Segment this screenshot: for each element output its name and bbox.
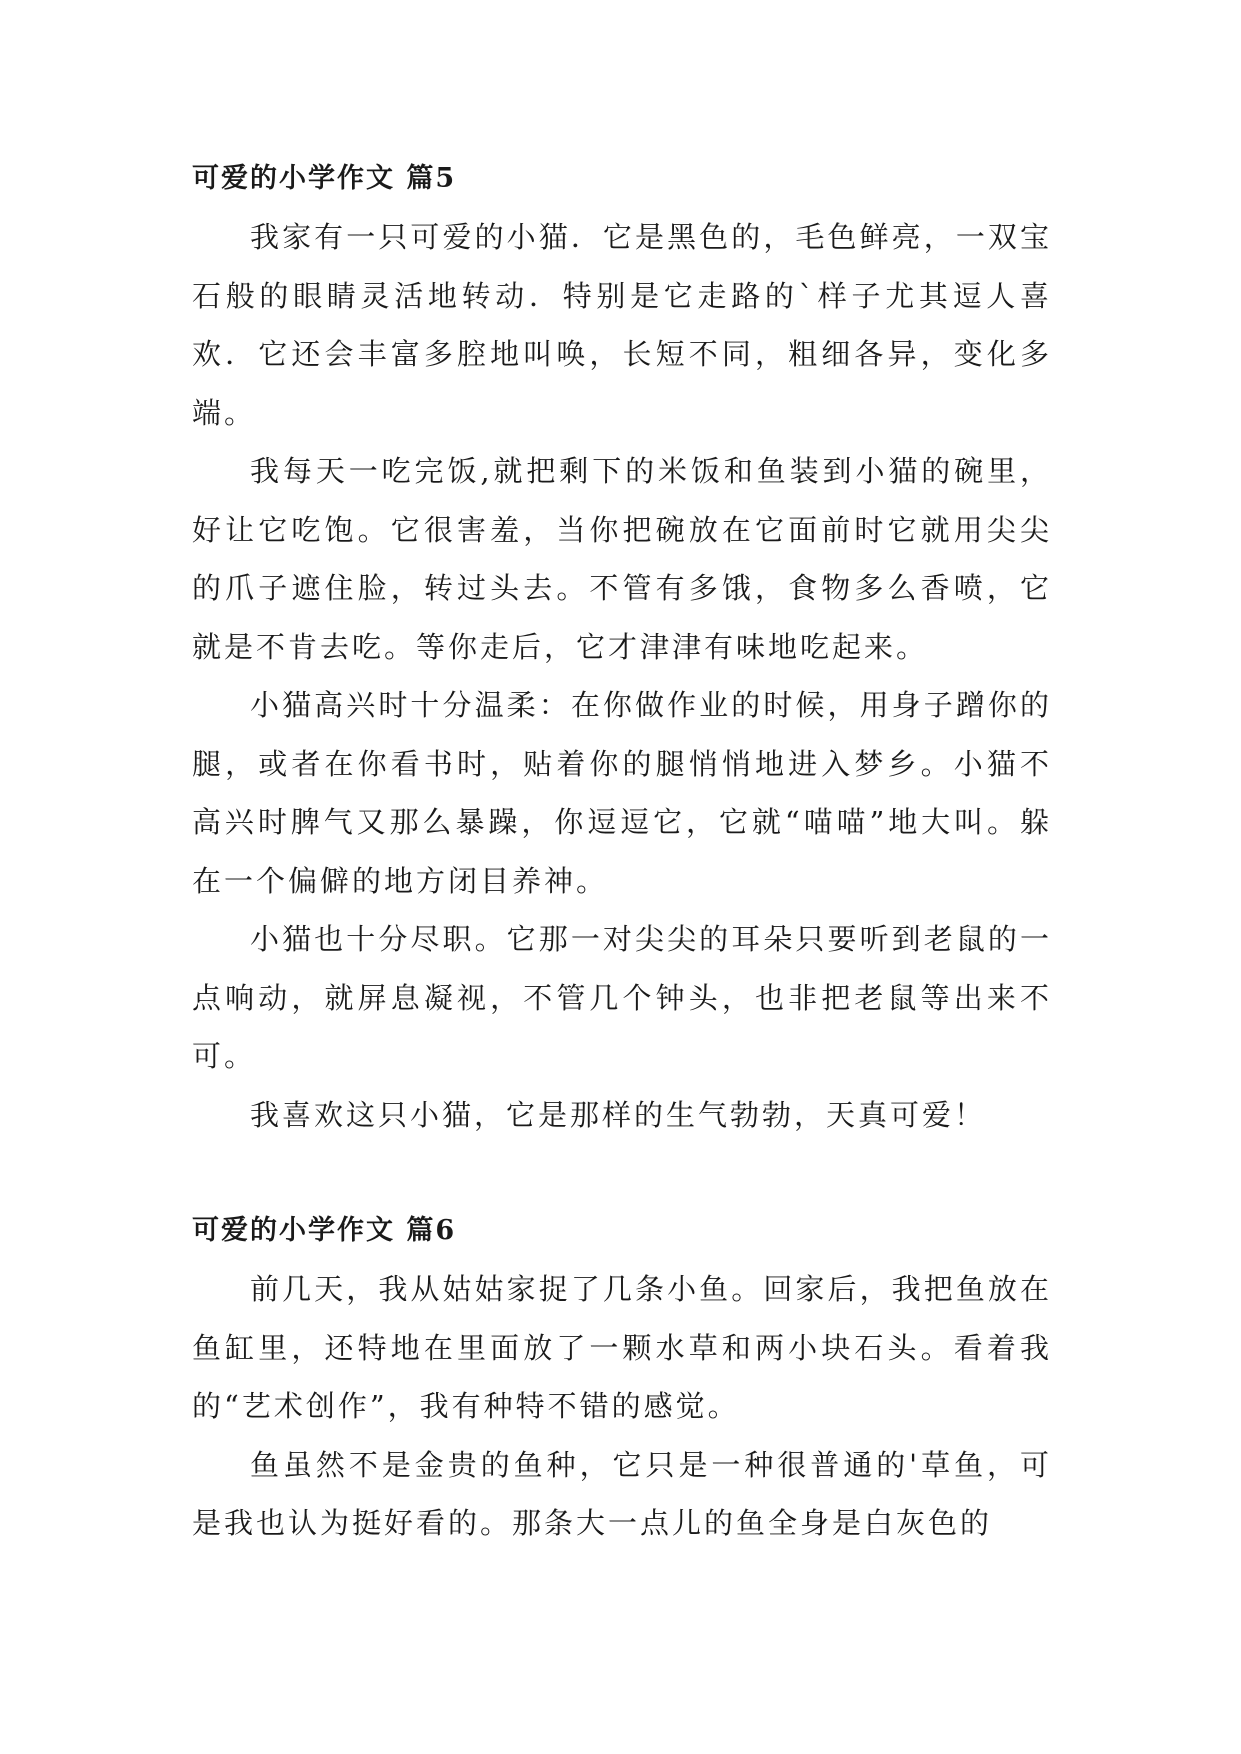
section-spacer [192, 1144, 1052, 1202]
paragraph: 我每天一吃完饭,就把剩下的米饭和鱼装到小猫的碗里，好让它吃饱。它很害羞，当你把碗放在它面前时它就用尖尖的爪子遮住脸，转过头去。不管有多饿，食物多么香喷，它就是不肯去吃。等你走后，它才津津有味地吃起来。 [192, 454, 1052, 664]
paragraph: 我家有一只可爱的小猫．它是黑色的，毛色鲜亮，一双宝石般的眼睛灵活地转动．特别是它走路的`样子尤其逗人喜欢．它还会丰富多腔地叫唤，长短不同，粗细各异，变化多端。 [192, 220, 1052, 430]
essay-section-6 [192, 1202, 1052, 1553]
paragraph: 小猫也十分尽职。它那一对尖尖的耳朵只要听到老鼠的一点响动，就屏息凝视，不管几个钟头，也非把老鼠等出来不可。 [192, 922, 1052, 1073]
section-title: 可爱的小学作文 篇5 [192, 163, 457, 194]
essay-section-5 [192, 150, 1052, 1144]
paragraph: 我喜欢这只小猫，它是那样的生气勃勃，天真可爱！ [250, 1097, 987, 1132]
paragraph: 鱼虽然不是金贵的鱼种，它只是一种很普通的'草鱼，可是我也认为挺好看的。那条大一点儿的鱼全身是白灰色的 [192, 1447, 1052, 1540]
document-page [192, 150, 1052, 1553]
paragraph: 小猫高兴时十分温柔：在你做作业的时候，用身子蹭你的腿，或者在你看书时，贴着你的腿悄悄地进入梦乡。小猫不高兴时脾气又那么暴躁，你逗逗它，它就“喵喵”地大叫。躲在一个偏僻的地方闭目养神。 [192, 688, 1052, 898]
paragraph: 前几天，我从姑姑家捉了几条小鱼。回家后，我把鱼放在鱼缸里，还特地在里面放了一颗水草和两小块石头。看着我的“艺术创作”，我有种特不错的感觉。 [192, 1272, 1052, 1423]
section-title: 可爱的小学作文 篇6 [192, 1215, 457, 1246]
